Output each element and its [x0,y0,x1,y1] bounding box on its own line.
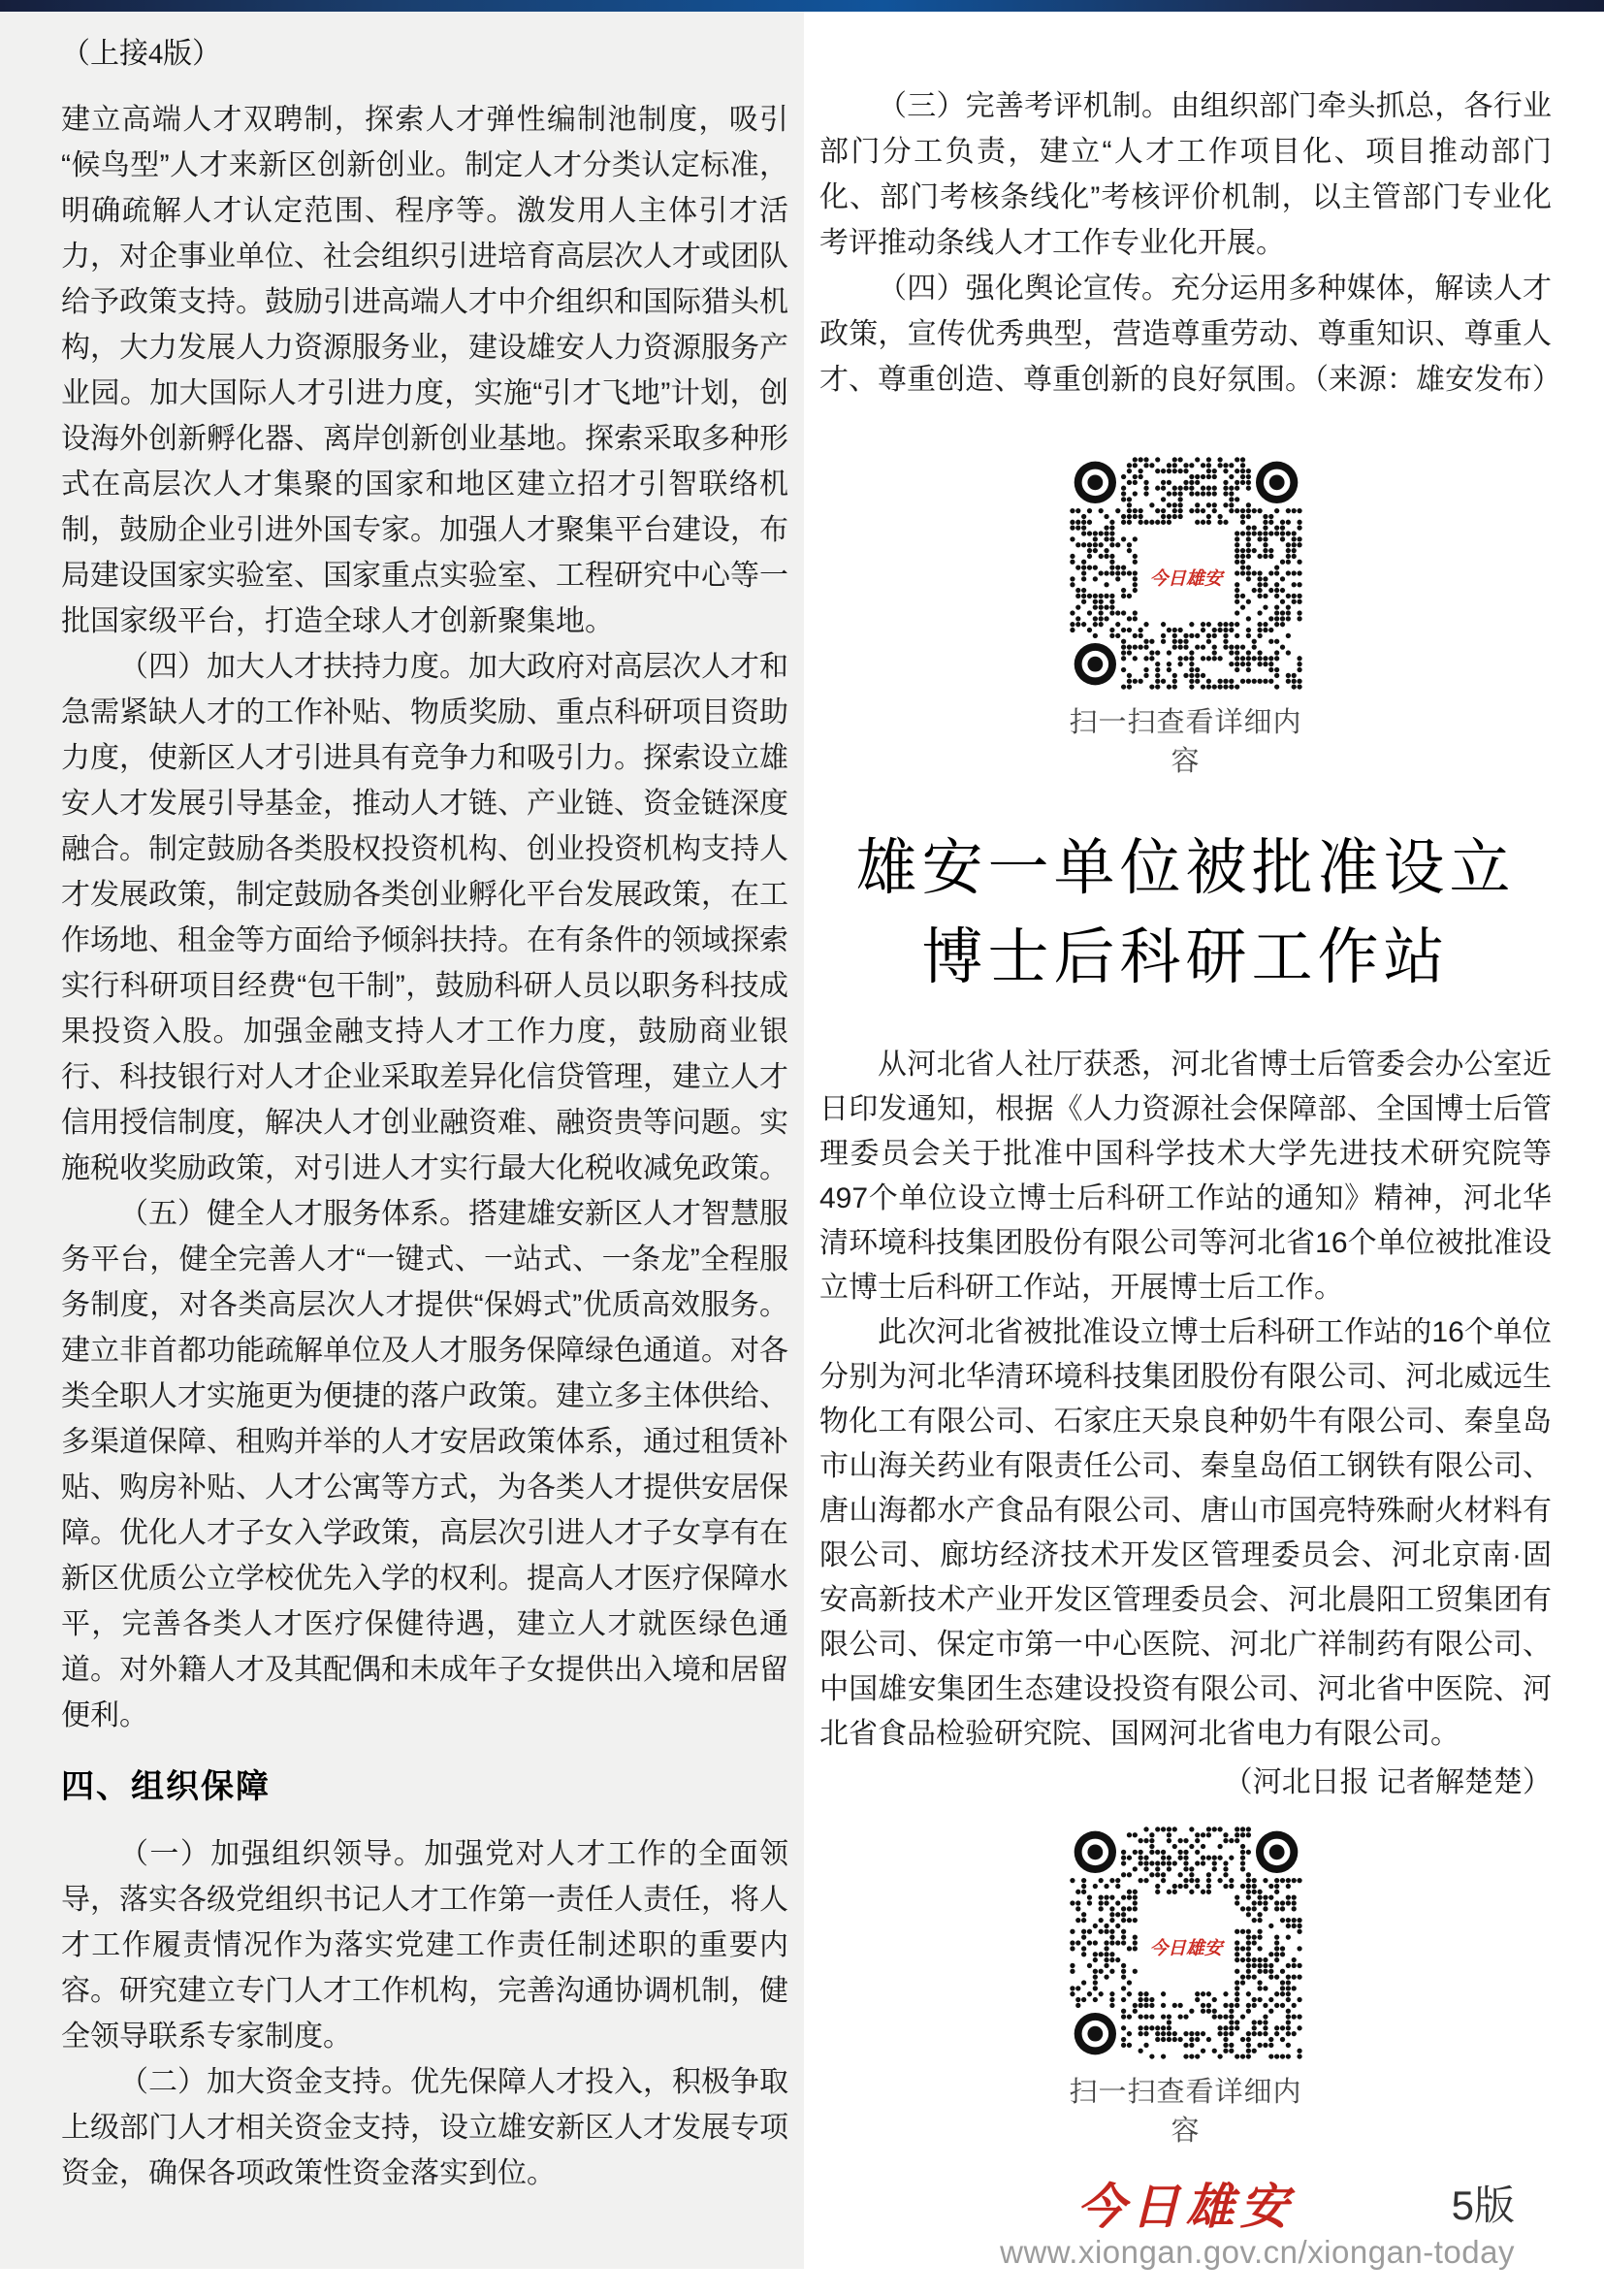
top-accent-bar [0,0,1604,12]
article-paragraph: 从河北省人社厅获悉，河北省博士后管委会办公室近日印发通知，根据《人力资源社会保障部、全国博士后管理委员会关于批准中国科学技术大学先进技术研究院等497个单位设立博士后科研工作站的通知》精神，河北华清环境科技集团股份有限公司等河北省16个单位被批准设立博士后科研工作站，开展博士后工作。 [819,1049,1552,1305]
qr-code-icon [1070,1827,1302,2059]
article-paragraph: （二）加大资金支持。优先保障人才投入，积极争取上级部门人才相关资金支持，设立雄安新区人才发展专项资金，确保各项政策性资金落实到位。 [61,2066,788,2189]
page-number: 5版 [1451,2183,1515,2229]
svg-text:今日雄安: 今日雄安 [1149,568,1222,590]
left-article-body [61,97,788,2196]
qr-block-2 [1070,1827,1302,2150]
continued-from-note: （上接4版） [61,38,221,70]
article-paragraph: （三）完善考评机制。由组织部门牵头抓总，各行业部门分工负责，建立“人才工作项目化、项目推动部门化、部门考核条线化”考核评价机制，以主管部门专业化考评推动条线人才工作专业化开展。 [819,90,1552,259]
svg-text:今日雄安: 今日雄安 [1149,1938,1222,1959]
article-headline [819,824,1552,1002]
article-paragraph: （一）加强组织领导。加强党对人才工作的全面领导，落实各级党组织书记人才工作第一责任人责任，将人才工作履责情况作为落实党建工作责任制述职的重要内容。研究建立专门人才工作机构，完善沟通协调机制，健全领导联系专家制度。 [61,1838,788,2053]
qr-block-1 [1070,457,1302,781]
left-column [61,33,788,2196]
qr-caption: 扫一扫查看详细内容 [1069,2077,1302,2148]
article-paragraph: 建立高端人才双聘制，探索人才弹性编制池制度，吸引“候鸟型”人才来新区创新创业。制定人才分类认定标准，明确疏解人才认定范围、程序等。激发用人主体引才活力，对企事业单位、社会组织引进培育高层次人才或团队给予政策支持。鼓励引进高端人才中介组织和国际猎头机构，大力发展人力资源服务业，建设雄安人力资源服务产业园。加大国际人才引进力度，实施“引才飞地”计划，创设海外创新孵化器、离岸创新创业基地。探索采取多种形式在高层次人才集聚的国家和地区建立招才引智联络机制，鼓励企业引进外国专家。加强人才聚集平台建设，布局建设国家实验室、国家重点实验室、工程研究中心等一批国家级平台，打造全球人才创新聚集地。 [61,104,788,637]
headline-line-2: 博士后科研工作站 [921,923,1450,991]
qr-code-icon [1070,457,1302,690]
qr-caption: 扫一扫查看详细内容 [1069,707,1302,777]
right-column [819,12,1561,2296]
right-article-body [819,1043,1552,1757]
article-paragraph: 此次河北省被批准设立博士后科研工作站的16个单位分别为河北华清环境科技集团股份有限公司、河北威远生物化工有限公司、石家庄天泉良种奶牛有限公司、秦皇岛市山海关药业有限责任公司、秦皇岛佰工钢铁有限公司、唐山海都水产食品有限公司、唐山市国亮特殊耐火材料有限公司、廊坊经济技术开发区管理委员会、河北京南·固安高新技术产业开发区管理委员会、河北晨阳工贸集团有限公司、保定市第一中心医院、河北广祥制药有限公司、中国雄安集团生态建设投资有限公司、河北省中医院、河北省食品检验研究院、国网河北省电力有限公司。 [819,1316,1552,1751]
article-attribution: （河北日报 记者解楚楚） [1223,1766,1552,1799]
masthead-logo: 今日雄安 [1076,2180,1295,2235]
page-footer [819,2180,1552,2296]
article-paragraph: （四）加大人才扶持力度。加大政府对高层次人才和急需紧缺人才的工作补贴、物质奖励、重点科研项目资助力度，使新区人才引进具有竞争力和吸引力。探索设立雄安人才发展引导基金，推动人才链、产业链、资金链深度融合。制定鼓励各类股权投资机构、创业投资机构支持人才发展政策，制定鼓励各类创业孵化平台发展政策，在工作场地、租金等方面给予倾斜扶持。在有条件的领域探索实行科研项目经费“包干制”，鼓励科研人员以职务科技成果投资入股。加强金融支持人才工作力度，鼓励商业银行、科技银行对人才企业采取差异化信贷管理，建立人才信用授信制度，解决人才创业融资难、融资贵等问题。实施税收奖励政策，对引进人才实行最大化税收减免政策。 [61,651,788,1184]
article-paragraph: （四）强化舆论宣传。充分运用多种媒体，解读人才政策，宣传优秀典型，营造尊重劳动、尊重知识、尊重人才、尊重创造、尊重创新的良好氛围。（来源：雄安发布） [819,273,1561,396]
right-article-body-top [819,83,1561,403]
headline-line-1: 雄安一单位被批准设立 [855,834,1516,902]
section-heading-organization: 四、组织保障 [61,1768,271,1805]
article-paragraph: （五）健全人才服务体系。搭建雄安新区人才智慧服务平台，健全完善人才“一键式、一站式、一条龙”全程服务制度，对各类高层次人才提供“保姆式”优质高效服务。建立非首都功能疏解单位及人才服务保障绿色通道。对各类全职人才实施更为便捷的落户政策。建立多主体供给、多渠道保障、租购并举的人才安居政策体系，通过租赁补贴、购房补贴、人才公寓等方式，为各类人才提供安居保障。优化人才子女入学政策，高层次引进人才子女享有在新区优质公立学校优先入学的权利。提高人才医疗保障水平，完善各类人才医疗保健待遇，建立人才就医绿色通道。对外籍人才及其配偶和未成年子女提供出入境和居留便利。 [61,1198,788,1731]
site-url: www.xiongan.gov.cn/xiongan-today [1000,2234,1515,2271]
